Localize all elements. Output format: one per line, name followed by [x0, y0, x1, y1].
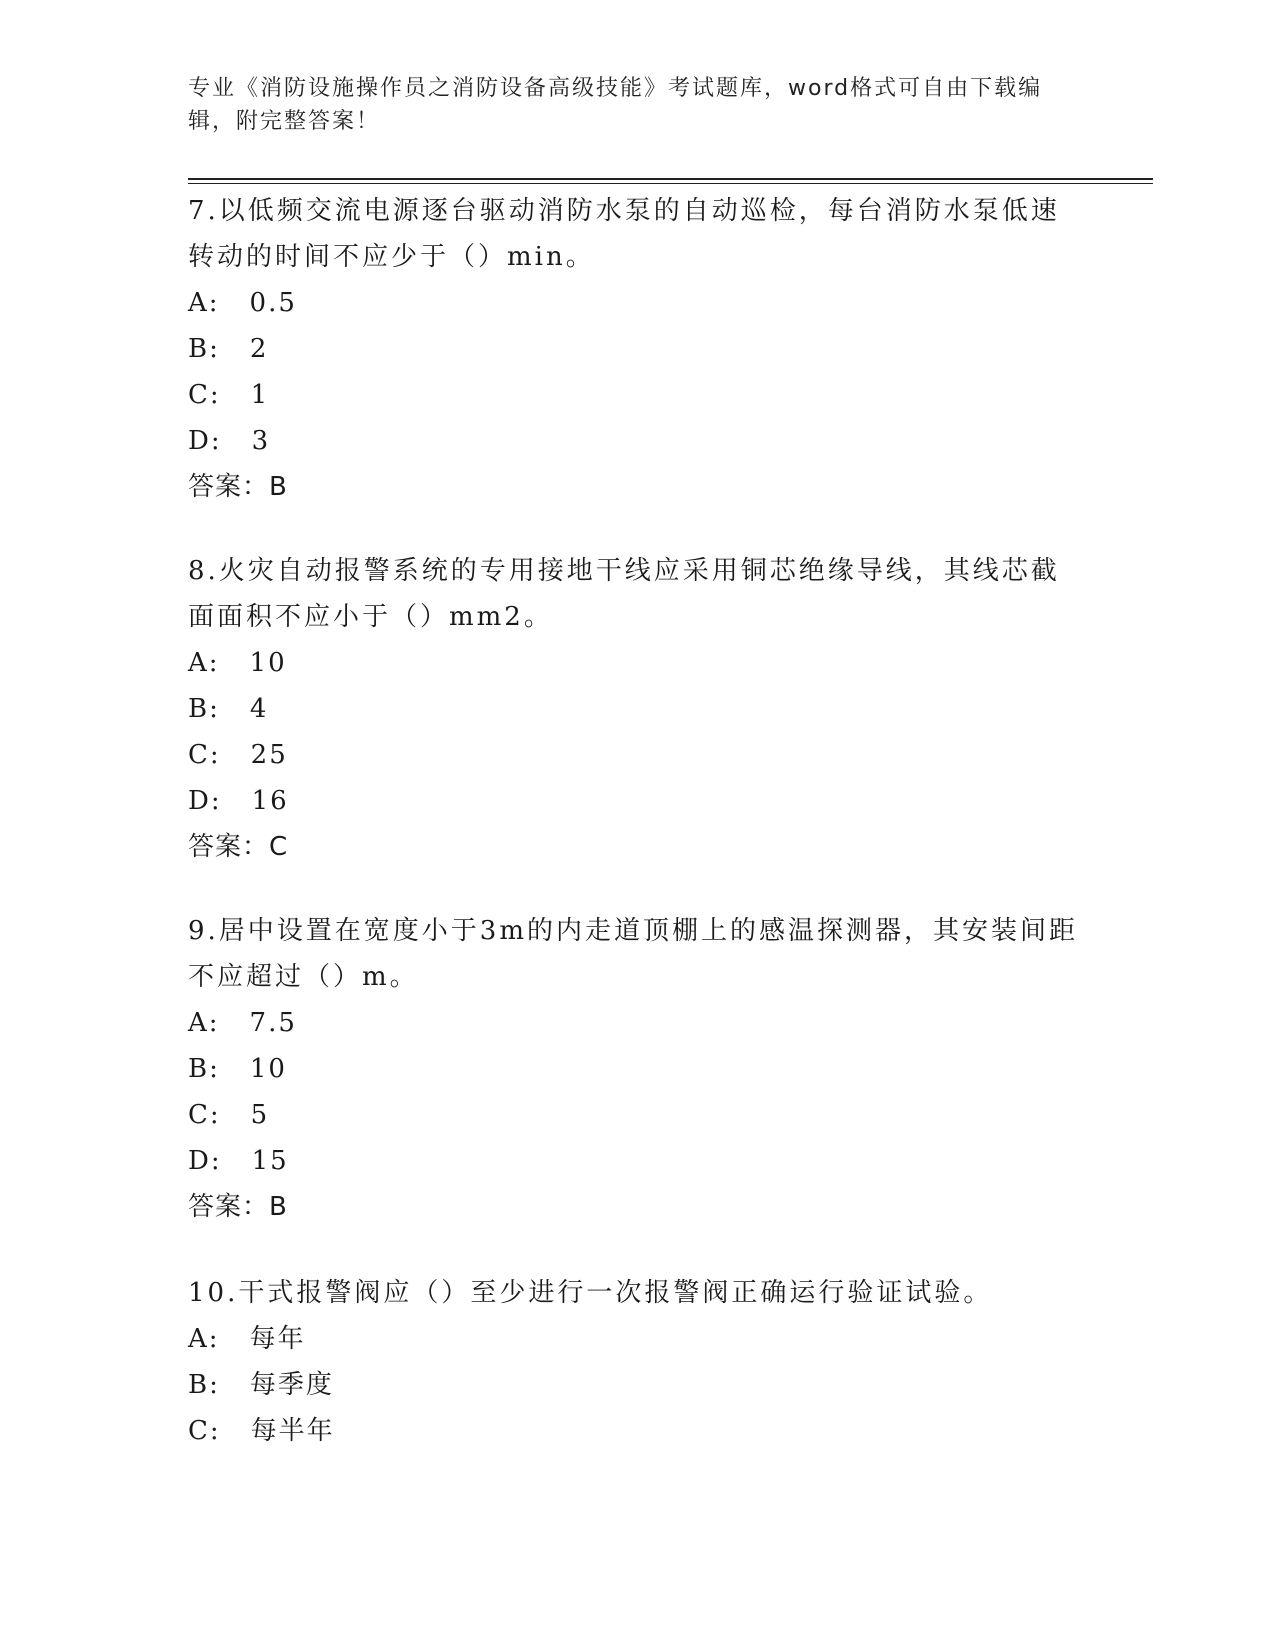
option-value: 每季度 — [249, 1370, 334, 1400]
option-value: 3 — [251, 426, 271, 456]
option-value: 5 — [250, 1100, 270, 1130]
option-value: 10 — [249, 1054, 287, 1084]
option-value: 4 — [249, 694, 269, 724]
header-divider-thin — [188, 183, 1153, 184]
option-value: 16 — [251, 786, 289, 816]
option-key: B: — [188, 694, 220, 724]
question-stem: 7.以低频交流电源逐台驱动消防水泵的自动巡检，每台消防水泵低速转动的时间不应少于（）min。 — [188, 196, 1060, 272]
answer-text: 答案：B — [188, 1192, 288, 1222]
header-divider-thick — [188, 178, 1153, 180]
option-key: B: — [188, 1054, 220, 1084]
option-value: 25 — [250, 740, 288, 770]
option-b — [188, 326, 1088, 372]
option-key: C: — [188, 1100, 221, 1130]
option-value: 7.5 — [249, 1008, 297, 1038]
option-value: 每半年 — [250, 1416, 335, 1446]
option-list — [188, 1316, 1088, 1454]
option-b — [188, 1046, 1088, 1092]
option-key: A: — [188, 288, 220, 318]
option-a — [188, 1316, 1088, 1362]
option-key: C: — [188, 740, 221, 770]
option-list — [188, 280, 1088, 464]
option-b — [188, 1362, 1088, 1408]
option-c — [188, 1408, 1088, 1454]
option-list — [188, 1000, 1088, 1184]
option-key: B: — [188, 1370, 220, 1400]
option-key: A: — [188, 1008, 220, 1038]
option-key: D: — [188, 1146, 222, 1176]
option-key: C: — [188, 1416, 221, 1446]
option-value: 0.5 — [249, 288, 297, 318]
answer-text: 答案：C — [188, 832, 289, 862]
option-d — [188, 778, 1088, 824]
option-list — [188, 640, 1088, 824]
option-value: 10 — [249, 648, 287, 678]
option-a — [188, 1000, 1088, 1046]
option-value: 15 — [251, 1146, 289, 1176]
option-value: 每年 — [249, 1324, 306, 1354]
option-d — [188, 418, 1088, 464]
option-key: D: — [188, 426, 222, 456]
question-9 — [188, 908, 1088, 1230]
option-c — [188, 372, 1088, 418]
document-header: 专业《消防设施操作员之消防设备高级技能》考试题库，word格式可自由下载编辑，附完整答案！ — [188, 76, 1043, 134]
option-d — [188, 1138, 1088, 1184]
question-stem: 10.干式报警阀应（）至少进行一次报警阀正确运行验证试验。 — [188, 1278, 993, 1308]
option-c — [188, 732, 1088, 778]
option-c — [188, 1092, 1088, 1138]
option-key: B: — [188, 334, 220, 364]
option-b — [188, 686, 1088, 732]
option-key: A: — [188, 1324, 220, 1354]
option-a — [188, 280, 1088, 326]
question-7 — [188, 188, 1088, 510]
option-key: C: — [188, 380, 221, 410]
question-10 — [188, 1270, 1088, 1454]
question-stem: 8.火灾自动报警系统的专用接地干线应采用铜芯绝缘导线，其线芯截面面积不应小于（）mm2。 — [188, 556, 1060, 632]
answer-text: 答案：B — [188, 472, 288, 502]
option-a — [188, 640, 1088, 686]
option-value: 2 — [249, 334, 269, 364]
option-key: D: — [188, 786, 222, 816]
question-8 — [188, 548, 1088, 870]
option-value: 1 — [250, 380, 270, 410]
option-key: A: — [188, 648, 220, 678]
question-stem: 9.居中设置在宽度小于3m的内走道顶棚上的感温探测器，其安装间距不应超过（）m。 — [188, 916, 1079, 992]
